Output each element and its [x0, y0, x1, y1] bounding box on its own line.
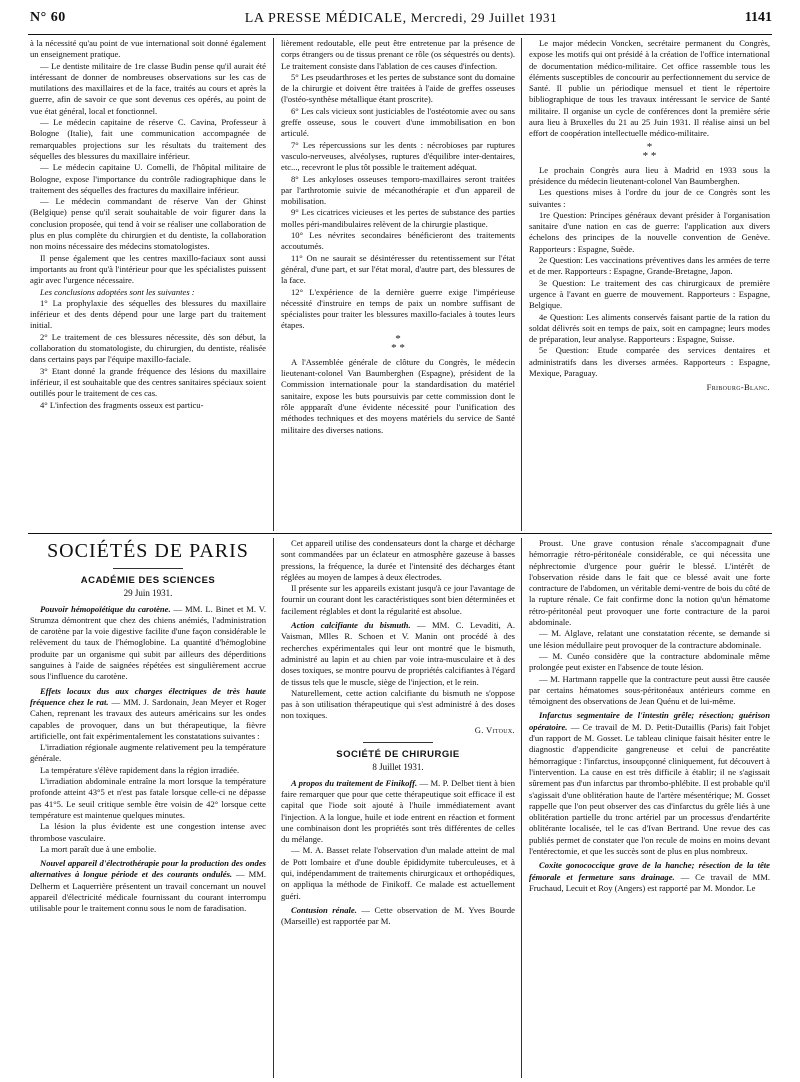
asterism: * * *	[391, 332, 405, 354]
paragraph: 2° Le traitement de ces blessures nécessite, dès son début, la collaboration du stomatologiste, du chirurgien, du dentiste, réalisée dans certains pays par l'équipe maxillo-faciale.	[30, 331, 266, 365]
column-divider	[521, 38, 522, 531]
report-entry	[529, 674, 770, 708]
report-title: Nouvel appareil d'électrothérapie pour la production des ondes alternatives à longue période et des courants ondulés.	[30, 858, 266, 880]
academie-reports	[30, 604, 266, 915]
paragraph: 9° Les cicatrices vicieuses et les pertes de substance des parties molles péri-mandibulaires relèvent de la chirurgie plastique.	[281, 207, 515, 229]
report-title: Coxite gonococcique grave de la hanche; résection de la tête fémorale et fermeture sans drainage.	[529, 860, 770, 882]
report-text: — Cette observation de M. Yves Bourde (Marseille) est rapportée par M.	[281, 904, 515, 927]
report-text: — Ce travail de M. D. Petit-Dutaillis (Paris) fait l'objet d'un rapport de M. Gosset. Le tableau clinique faisait hésiter entre le diagnostic d'appendicite gangreneuse et celui de pancréatite hémorragique : l'infarctus, insoupçonné cliniquement, fut découvert à l'intervention. La cause en est très difficile à établir; il ne s'agissait sûrement pas d'un infarctus par thrombo-phlébite. Il est probable qu'il s'agissait d'une oblitération haute de l'artère mésentérique; M. Gosset rappelle que l'on peut observer des cas d'infarctus du grêle liés à une oblitération partielle du tronc artériel par un processus d'endartérite oblitérante localisée, tel le cas d'Ivan Bertrand. Une revue des cas publiés permet de constater que l'on recule de moins en moins devant l'entérectomie, et que les succès sont de plus en plus nombreux.	[529, 721, 770, 857]
report-text: Cet appareil utilise des condensateurs dont la charge et décharge sont commandées par un éclateur en atmosphère gazeuse à basses pressions, la fréquence, la durée et l'intensité des décharges étant réglées au moyen de lampes à deux électrodes.	[281, 538, 515, 582]
paragraph: — Le médecin commandant de réserve Van der Ghinst (Belgique) pense qu'il serait souhaitable de voir figurer dans la conclusion proposée, qui tend à voir se réaliser une collaboration de plus en plus complète du chirurgien et du dentiste, la collaboration non moins nécessaire des médecins stomatologistes.	[30, 196, 266, 252]
report-text: — M. Hartmann rappelle que la contracture peut aussi être causée par certains hématomes sous-péritonéaux antérieurs comme en témoignent des observations de Jean Quénu et de lui-même.	[529, 673, 770, 707]
page-number: 1141	[744, 10, 772, 25]
heading-rule	[113, 568, 183, 569]
report-entry	[281, 583, 515, 617]
report-entry	[281, 538, 515, 583]
paragraph: 12° L'expérience de la dernière guerre exige l'impérieuse nécessité d'instruire en temps de paix un nombre suffisant de spécialistes pour traiter les blessures maxillo-faciales à toutes leurs étapes.	[281, 286, 515, 331]
report-text: Naturellement, cette action calcifiante du bismuth ne s'oppose pas à son utilisation thérapeutique qui s'est administré à des doses non toxiques.	[281, 687, 515, 721]
report-entry	[529, 651, 770, 674]
report-text: La température s'élève rapidement dans la région irradiée.	[40, 764, 240, 775]
paragraph: lièrement redoutable, elle peut être entretenue par la présence de corps étrangers ou de tissus prenant ce rôle (os séquestrés ou dents). Le traitement consiste dans l'ablation de ces causes d'infection.	[281, 38, 515, 71]
bottom-column-1	[30, 538, 266, 1078]
report-entry	[30, 765, 266, 776]
section-rule	[28, 533, 772, 534]
report-title: Contusion rénale.	[291, 904, 357, 915]
report-text: La lésion la plus évidente est une congestion intense avec thrombose vasculaire.	[30, 821, 266, 843]
paragraph: Le major médecin Voncken, secrétaire permanent du Congrès, expose les motifs qui ont présidé à la création de l'office international de documentation médico-militaire. Cet office rassemble tous les éléments susceptibles de concourir au perfectionnement du service de Santé. Il publie un périodique mensuel et tient le répertoire bibliographique de tous les travaux intéressant le service de Santé militaire. Il organise un cycle de conférences dont la première série aura lieu à Bruxelles du 21 au 25 Juin 1931. Il réalise ainsi un bel effort de coopération intellectuelle médico-militaire.	[529, 38, 770, 139]
paragraph: 2e Question: Les vaccinations préventives dans les armées de terre et de mer. Rapporteurs : Espagne, Grande-Bretagne, Japon.	[529, 255, 770, 277]
top-column-2	[281, 38, 515, 530]
paragraph: 4° L'infection des fragments osseux est particu-	[40, 399, 204, 410]
report-entry	[30, 858, 266, 914]
bottom-column-3	[529, 538, 770, 1078]
issue-number: N° 60	[30, 10, 66, 25]
paragraph: Il pense également que les centres maxillo-faciaux sont aussi importants au front qu'à l'intérieur pour que les spécialistes puissent agir avec l'urgence nécessaire.	[30, 252, 266, 286]
report-entry	[281, 688, 515, 722]
chirurgie-reports	[281, 778, 515, 928]
report-entry	[30, 844, 266, 855]
paragraph: — Le dentiste militaire de 1re classe Budin pense qu'il aurait été intéressant de donner de nombreuses observations sur les cas de mutilations des maxillaires et de la face, traités au cours et après la guerre, afin de savoir ce que sont devenus ces opérés, au point de vue état général, local et fonctionnel.	[30, 60, 266, 116]
masthead-title: LA PRESSE MÉDICALE,	[244, 11, 407, 26]
paragraph: — Le médecin capitaine U. Comelli, de l'hôpital militaire de Bologne, expose l'importance du contrôle radiographique dans le traitement des séquelles des fractures du maxillaire inférieur.	[30, 162, 266, 195]
report-entry	[30, 776, 266, 821]
page-header	[30, 2, 772, 36]
report-entry	[529, 538, 770, 628]
author-signature: Fribourg-Blanc.	[706, 382, 770, 393]
section-rule-short	[363, 742, 433, 743]
column-divider	[273, 538, 274, 1078]
report-text: — MM. J. Sardonain, Jean Meyer et Roger Cahen, reprenant les travaux des auteurs américains sur les ondes capables de provoquer, dans un but thérapeutique, la fièvre artificielle, ont fait expérimentalement les constatations suivantes :	[30, 696, 266, 741]
issue-date: Mercredi, 29 Juillet 1931	[410, 10, 558, 25]
report-title: Action calcifiante du bismuth.	[291, 620, 411, 631]
header-rule	[28, 34, 772, 35]
report-text: — M. P. Delbet tient à bien faire remarquer que pour que cette thérapeutique soit efficace il est capital que l'iode soit ajouté à l'huile immédiatement avant l'injection. A la longue, huile et iode entrent en réaction et forment une combinaison dont les propriétés sont très différentes de celles du mélange.	[281, 777, 515, 845]
paragraph: 1re Question: Principes généraux devant présider à l'organisation sanitaire d'une nation en cas de guerre: l'application aux divers échelons des principes de la nouvelle convention de Genève. Rapporteurs : Espagne, Suède.	[529, 209, 770, 254]
column-divider	[273, 38, 274, 531]
paragraph: 11° On ne saurait se désintéresser du retentissement sur l'état général, d'une part, et sur l'état moral, d'autre part, des blessures de la face.	[281, 252, 515, 286]
asterism: * * *	[642, 140, 657, 162]
paragraph: à la nécessité qu'au point de vue international soit donné également un enseignement pratique.	[30, 38, 266, 60]
report-text: — M. A. Basset relate l'observation d'un malade atteint de mal de Pott lombaire et d'une double épididymite tuberculeuses, et à qui, indépendamment de traitements chirurgicaux et orthopédiques, on appliqua la méthode de Finikoff. Ce malade est actuellement guéri.	[281, 845, 515, 901]
masthead	[30, 10, 772, 27]
paragraph: 10° Les névrites secondaires bénéficieront des traitements accoutumés.	[281, 230, 515, 252]
report-text: La mort paraît due à une embolie.	[40, 843, 157, 854]
academie-title: ACADÉMIE DES SCIENCES	[80, 575, 216, 586]
report-entry	[281, 620, 515, 688]
paragraph: 7° Les répercussions sur les dents : nécrobioses par ruptures vasculo-nerveuses, alvéolyses, ruptures d'équilibre inter-dentaires, etc..., recevront le plus tôt possible le traitement adéquat.	[281, 139, 515, 173]
paragraph: 5° Les pseudarthroses et les pertes de substance sont du domaine de la chirurgie et doivent être traitées à l'aide de greffes osseuses (l'ostéo-synthèse métallique étant proscrite).	[281, 71, 515, 105]
paragraph: 5e Question: Etude comparée des services dentaires et administratifs dans les diverses armées. Rapporteurs : Espagne, Mexique, Paraguay.	[529, 345, 770, 379]
report-entry	[30, 821, 266, 844]
report-text: Proust. Une grave contusion rénale s'accompagnait d'une hémorragie rétro-péritonéale considérable, ce qui nécessita une néphrectomie d'urgence pour guérir le blessé. L'intérêt de l'observation réside dans le fait que ce blessé avait une forte contracture de l'abdomen, un véritable demi-ventre de bois du côté de la rupture rénale. Ce fait confirme donc la notion qu'un hématome rétro-péritonéal peut provoquer une forte contracture de la paroi abdominale.	[529, 538, 770, 628]
report-entry	[30, 604, 266, 683]
top-column-3	[529, 38, 770, 530]
report-title: A propos du traitement de Finikoff.	[291, 777, 418, 788]
report-text: — MM. L. Binet et M. V. Strumza démontrent que chez des chiens anémiés, l'administration de carotène par la voie digestive facilite d'une façon considérable le relèvement du taux de l'hémoglobine. La quantité d'hémoglobine produite par un organisme qui subit par ailleurs des déperditions sanguines à l'aide de saignées répétées est singulièrement accrue sous l'influence du carotène.	[30, 603, 266, 682]
report-text: — M. Cunéo considère que la contracture abdominale même prolongée peut exister en l'absence de toute lésion.	[529, 650, 770, 673]
paragraph: 4e Question: Les aliments conservés faisant partie de la ration du soldat délivrés soit en temps de paix, soit en campagne; leurs modes de préparation, leur analyse. Rapporteurs : Espagne, Suisse.	[529, 311, 770, 345]
report-text: — M. Alglave, relatant une constatation récente, se demande si une lésion médullaire peut provoquer de la contracture abdominale.	[529, 628, 770, 650]
report-entry	[281, 845, 515, 901]
report-entry	[529, 628, 770, 651]
paragraph: 1° La prophylaxie des séquelles des blessures du maxillaire inférieur et des dents dépend pour une large part du traitement initial.	[30, 297, 266, 331]
paragraph: Les questions mises à l'ordre du jour de ce Congrès sont les suivantes :	[529, 187, 770, 209]
chirurgie-date: 8 Juillet 1931.	[372, 762, 424, 773]
paragraph: 3° Etant donné la grande fréquence des lésions du maxillaire inférieur, il est souhaitable que des centres sanitaires spéciaux soient outillés pour le traitement de ces cas.	[30, 365, 266, 399]
report-entry	[529, 710, 770, 857]
paragraph: 3e Question: Le traitement des cas chirurgicaux de première urgence à l'avant en guerre de mouvement. Rapporteurs : Espagne, Belgique.	[529, 277, 770, 311]
report-entry	[30, 686, 266, 742]
column-divider	[521, 538, 522, 1078]
report-text: — MM. C. Levaditi, A. Vaisman, Mlles R. Schoen et V. Manin ont procédé à des recherches expérimentales qui leur ont montré que le bismuth, administré au lapin et au chien par voie intra-musculaire et à des doses toxiques, se montre pourvu de propriétés calcifiantes à l'égard de tissus tels que le muscle, siège de l'injection, et le rein.	[281, 620, 515, 687]
report-text: — MM. Delherm et Laquerrière présentent un travail concernant un nouvel appareil d'électricité médicale fournissant du courant interrompu utilisable pour le traitement connu sous le nom de faradisation.	[30, 869, 266, 914]
report-text: — Ce travail de MM. Fruchaud, Lecuit et Roy (Angers) est rapporté par M. Mondor. Le	[529, 871, 770, 893]
paragraph: A l'Assemblée générale de clôture du Congrès, le médecin lieutenant-colonel Van Baumberghen (Espagne), président de la Commission internationale pour la standardisation du matériel sanitaire, expose les buts poursuivis par cette commission dont le rôle appparaît d'une évidente nécessité pour l'unification des méthodes techniques et des moyens matériels du service de Santé militaire des diverses nations.	[281, 356, 515, 435]
report-text: Il présente sur les appareils existant jusqu'à ce jour l'avantage de fournir un courant dont les caractéristiques sont bien déterminées et facilement réglables et dont la régularité est absolue.	[281, 583, 515, 616]
report-entry	[30, 742, 266, 765]
paragraph: 6° Les cals vicieux sont justiciables de l'ostéotomie avec ou sans greffe osseuse, sous le couvert d'une immobilisation en bon articulé.	[281, 105, 515, 139]
paragraph: Le prochain Congrès aura lieu à Madrid en 1933 sous la présidence du médecin lieutenant-colonel Van Baumberghen.	[529, 164, 770, 186]
academie-date: 29 Juin 1931.	[123, 588, 173, 599]
paragraph: Les conclusions adoptées sont les suivantes :	[40, 286, 195, 297]
report-text: L'irradiation abdominale entraîne la mort lorsque la température profonde atteint 43°5 et n'est pas fatale lorsque celle-ci ne dépasse pas 41°5. Le seuil critique semble être voisin de 42° lorsque cette température est maintenue quelques minutes.	[30, 776, 266, 820]
bottom-column-2	[281, 538, 515, 1078]
societes-heading: SOCIÉTÉS DE PARIS	[47, 540, 249, 562]
report-title: Pouvoir hémopoïétique du carotène.	[40, 603, 171, 614]
chirurgie-title: SOCIÉTÉ DE CHIRURGIE	[336, 749, 460, 761]
report-signature: G. Vitoux.	[474, 724, 515, 735]
paragraph: 8° Les ankyloses osseuses temporo-maxillaires seront traitées par l'arthrotomie suivie de mécanothérapie et d'un appareil de mobilisation.	[281, 173, 515, 207]
report-entry	[281, 778, 515, 846]
academie-reports-continued	[281, 538, 515, 722]
report-text: L'irradiation régionale augmente relativement peu la température générale.	[30, 742, 266, 764]
report-title: Infarctus segmentaire de l'intestin grêle; résection; guérison opératoire.	[529, 710, 770, 732]
paragraph: — Le médecin capitaine de réserve C. Cavina, Professeur à Bologne (Italie), fait une communication accompagnée de remarquables projections sur les résultats du traitement des séquelles des blessures du maxillaire inférieur.	[30, 117, 266, 161]
report-entry	[529, 860, 770, 894]
report-entry	[281, 905, 515, 928]
top-column-1	[30, 38, 266, 530]
report-title: Effets locaux dus aux charges électriques de très haute fréquence chez le rat.	[30, 685, 266, 707]
